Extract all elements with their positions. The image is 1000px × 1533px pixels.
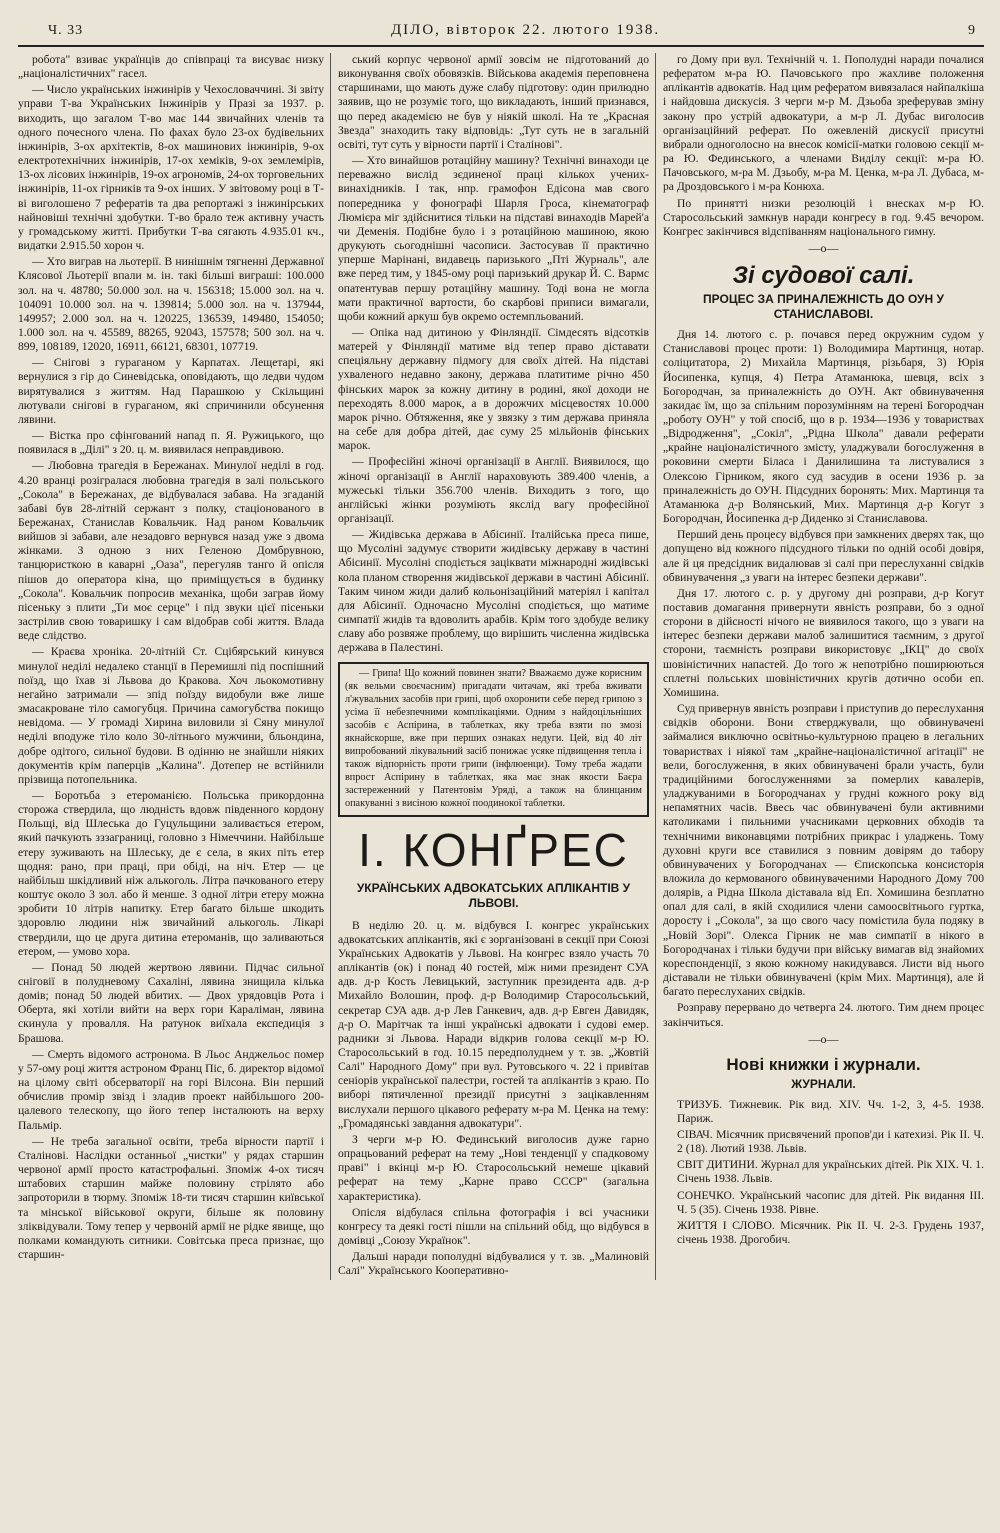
article-paragraph: робота" взиває українців до співпраці та висуває низку „націоналістичних" гасел. [18,53,324,81]
books-caption: ЖУРНАЛИ. [791,1076,856,1091]
column-2 [338,53,656,1280]
article-paragraph: — Любовна трагедія в Бережанах. Минулої неділі в год. 4.20 вранці розігралася любовна трагедія в залі польського „Сокола" в Бережанах, де відбувалася забава. На згаданій забаві був 28-літній сержант з полку, стаціонованого в Бережанах, Станислав Ковальчик. Над раном Ковальчик вийшов зі забави, але незадовго вернувся назад уже з двома жінками. З одною з них Геленою Домбрувною, танцюристкою в каварні „Оаза", перегуляв танго й опісля пішов до оператора кіна, що приміщується в будинку „Сокола". Ковальчик попросив механіка, щоби заграв йому пісеньку з плити „Ти моє серце" і під звуки цієї пісеньки застрілив свою товаришку і сам відобрав собі життя. Влада веде слідство. [18,459,324,643]
masthead-date: ДІЛО, вівторок 22. лютого 1938. [390,22,661,38]
court-caption: ПРОЦЕС ЗА ПРИНАЛЕЖНІСТЬ ДО ОУН У СТАНИСЛАВОВІ. [703,292,944,322]
page-number: 9 [967,23,976,38]
page-header [18,22,984,47]
article-paragraph: — Професійні жіночі організації в Англії. Виявилося, що жіночі організації в Англії нараховують 389.400 членів, а мужеські тільки 356.700 членів. Виходить з того, що англійські жінки розуміють якслід вагу професійної організації. [338,455,649,525]
article-paragraph: — Понад 50 людей жертвою лявини. Підчас сильної сніговії в полудневому Сахаліні, лявина знищила кілька домів; понад 50 людей вбитих. — Двох урядовців Рота і Оберта, які хотіли вийти на верх гори Караліман, лявина скинула у провалля. На ратунок виїхала експедиція з Брашова. [18,960,324,1045]
article-paragraph: Опісля відбулася спільна фотографія і всі учасники конгресу та деякі гості пішли на спільний обід, що відбувся в домівці „Союзу Українок". [338,1205,649,1247]
article-paragraph: — Жидівська держава в Абісинії. Італійська преса пише, що Мусоліні задумує створити жидівську державу в частині Абісинії. Мусоліні сподіється заціквати міжнародні жидівські кола планом створення жидівської держави в частині Абісинії. Таким чином жиди далиб кольонізаційний матеріял і капітал для Абісинії. Одночасно Мусоліні сподіється, що матиме симпатії жидів та вдоволить арабів. Крім того здобуде велику славу або розвяже проблему, що вирішить численна жидівська держава в Палестині. [338,528,649,655]
section-separator: —o— [808,241,839,256]
list-item: СВІТ ДИТИНИ. Журнал для українських дітей. Рік XIX. Ч. 1. Січень 1938. Львів. [677,1158,984,1186]
article-paragraph: — Не треба загальної освіти, треба вірности партії і Сталінові. Наслідки останньої „чистки" у рядах старшин червоної армії просто катастрофальні. Зпоміж 4-ох тисяч штабових старшин майже половину стрілято або запроторили в тюрму. Зпоміж 18-ти тисяч старшин київської та мінської військової округи, більше як половину зліквідували. Тому тепер у червоній армії не рідке явище, що полками командують ситники. Совітська преса признає, що старшин- [18,1134,324,1261]
article-paragraph: — Снігові з гураганом у Карпатах. Лещетарі, які вернулися з гір до Синевідська, оповідають, що ледви чудом вирятувалися з життям. Над Парашкою у Скільщині лютували снігові в гураганом, які спричинили обсунення лявини. [18,356,324,426]
congress-title: I. КОНҐРЕС [358,823,629,876]
section-separator: —o— [808,1031,839,1046]
article-paragraph: — Краєва хроніка. 20-літній Ст. Сцібярський кинувся минулої неділі недалеко станції в Перемишлі під поспішний поїзд, що їхав зі Львова до Кракова. Хоч льокомотивну негайно затримали — зпід поїзду видобули вже лише змасакроване тіло самогубця. Причина самогубства покищо невідома. — У громаді Хирина виловили зі Сяну минулої неділі вподуже тіло коло 30-літнього мужчини, бльондина, добре одітого, сильної будови. В одінню не знайшли ніяких документів крім паперців „Калина". Дотепер не встійнили прізвища потопельника. [18,645,324,786]
article-paragraph: — Число українських інжинірів у Чехословаччині. Зі звіту управи Т-ва Українських Інжинірів у Празі за 1937. р. виходить, що загалом Т-во має 144 звичайних членів та одного почесного члена. По фахах було 23-ох будівельних інжинірів, 3-ох архітектів, 8-ох машинових інжинірів, 9-ох електротехнічних інжинірів, 17-ох хеміків, 9-ох землемірів, 13-ох лісових інжинірів, 19-ох агрономів, 24-ох торговельних інжинірів, 11-ох гірників та 9-ох інших. У звітовому році в Т-ві виголошено 7 рефератів та два репортажі з інжинірських найновіші технічні здобутки. Т-во брало теж активну участь у громадському житті. Прибутки Т-ва сягають 4.935.01 кч., видатки 2.915.50 хорон ч. [18,83,324,253]
article-paragraph: — Хто винайшов ротаційну машину? Технічні винаходи це переважно вислід зєдиненої праці кількох учених-винахідників. І так, нпр. грамофон Едісона мав свого попередника у фонографі Шарля Гроса, кінематограф Люмієра міг здійснитися тільки на підставі винаходів Марей'а чи Деменія. Подібне було і з ротаційною машиною, якою друкують сьогоднішні часописи. Застосував її практично уперше Марінані, видавець паризького „Пті Журналь", але вже перед тим, у 1845-ому році паризький друкар Й. С. Вармс опатентував першу ротаційну машину. Тоді вона не могла мати практичної вартости, бо скарбові приписи вимагали, щоби кожний аркуш був окремо остемпльований. [338,154,649,323]
columns [18,53,984,1280]
article-paragraph: Дальші наради пополудні відбувалися у т. зв. „Малиновій Салі" Українського Кооперативно- [338,1250,649,1278]
issue-number: Ч. 33 [48,23,84,38]
article-paragraph: — Вістка про сфінґований напад п. Я. Ружицького, що появилася в „Ділі" з 20. ц. м. виявилася неправдивою. [18,429,324,457]
article-paragraph: го Дому при вул. Технічній ч. 1. Пополудні наради почалися рефератом м-ра Ю. Пачовського про жахливе положення аплікантів адвокатів. Над цим рефератом вивязалася найпалкіша і найдовша дискусія. З черги м-р М. Дзьоба зреферував зміну закону про устрій адвокатури, а м-р Л. Дубас виголосив організаційний реферат. По ожевленій дискусії присутні вибрали одноголосно на внесок комісії-матки головою секції м-ра Ю. Фединського, а членами Виділу секції: м-ра Ю. Пачовського, м-ра М. Дзьобу, м-ра М. Ценка, м-ра Л. Дубаса, м-ра Дроздовського і м-ра Конюха. [663,53,984,194]
article-paragraph: По принятті низки резолюцій і внесках м-р Ю. Старосольський замкнув наради конгресу в год. 9.45 вечором. Конгрес закінчився відспіванням національного гимну. [663,196,984,238]
column-1 [18,53,331,1280]
court-section-title: Зі судової салі. [732,262,915,290]
article-paragraph: — Смерть відомого астронома. В Льос Анджельос помер у 57-ому році життя астроном Франц Піс, б. директор відомої на цілому світі обсерваторії на горі Вілсона. Він перший обчислив промір звізд і зладив проект найбільшого 200-цалевого телескопу, що його тепер інсталюють на верху Пальмір. [18,1047,324,1132]
congress-subtitle: УКРАЇНСЬКИХ АДВОКАТСЬКИХ АПЛІКАНТІВ У ЛЬВОВІ. [356,880,631,910]
advertisement-text: — Грипа! Що кожний повинен знати? Вважаємо дуже корисним (як вельми своєчасним) пригадати читачам, які треба вживати л'жувальних засобів при грипі, щоб охоронити себе перед грипою з усіма її небезпечними комплікаціями. Одним з найдоцільніших засобів є Аспірина, в таблетках, яку треба взяти по змозі якнайскорше, вже при перших ознаках недуги. Цей, від 40 літ випробований лікувальний засіб понижає усяке підвищення тепла і також відпорність проти грипи (інфлюенци). Тому треба жадати впрост Аспірину в таблетках, яка має знак якости Баєра застереженний у Патентовім Уряді, а також на блинцаним опакуванні з висіною кожної поодинокої таблетки. [345,667,642,809]
article-paragraph: — Хто виграв на льотерії. В нинішнім тягненні Державної Клясової Льотерії впали м. ін. такі більші виграші: 100.000 зол. на ч. 48780; 50.000 зол. на ч. 156318; 15.000 зол. на ч. 104091 10.000 зол. на ч. 139814; 5.000 зол. на ч. 137944, 149957; 2.000 зол. на ч. 120225, 136539, 149480, 154050; 1.000 зол. на ч. 45589, 88265, 92043, 157578; 500 зол. на ч. 899, 108189, 12020, 16911, 66121, 68301, 107719. [18,255,324,354]
article-paragraph: Дня 17. лютого с. р. у другому дні розправи, д-р Когут поставив домагання привернути явність розправи, бо з одної сторони в дійсності нічого не виявилося такого, що з уваги на інтерес безпеки держави малоб залишитися таємним, з другої сторони, таємність розправи використовує „ІКЦ" до своїх шовіністичних напастей. До того ж непотрібно поширюються сплетні польських шовіністичних кругів дотично особи еп. Хомишина. [663,586,984,699]
column-3 [663,53,984,1280]
article-paragraph: — Опіка над дитиною у Фінляндії. Сімдесять відсотків матерей у Фінляндії матиме від тепер право діставати спеціяльну державну підмогу для своїх дітей. На підставі ухваленого недавно закону, держава платитиме річно 450 фінських марок за кожну дитину в родині, якої доходи не переходять 8.000 марок, а в дорожчих місцевостях 10.000 марок річно. Обтяження, яке у звязку з тим держава приняла на себе для добра дітей, дає суму 25 мільйонів фінських марок. [338,325,649,453]
article-paragraph: З черги м-р Ю. Фединський виголосив дуже гарно опрацьований реферат на тему „Нові тенденції у спадковому праві" і вкінці м-р Ю. Старосольський немеше цікавий реферат на тему „Карне право СССР" (загальна характеристика). [338,1132,649,1203]
article-paragraph: Перший день процесу відбувся при замкнених дверях так, що допущено від кожного підсудного тільки по одній особі довіря, але й ця предсідник видалював зі салі при переслуханні свідків обвинувачення „з уваги на інтерес безпеки держави". [663,528,984,584]
article-paragraph: Суд привернув явність розправи і приступив до переслухання свідків оборони. Вони стверджували, що обвинувачені займалися виключно освітньо-культурною працею в легальних товариствах і ніякої там „крайне-націоналістичної агітації" не вели, богослуження, в яких обвинувачені брали участь, були традиційними богослуженнями за померлих кавалерів, уладжуваними в Богородчанах у грудні кожного року від непамятних часів. Ввесь час обвинувачені були активними католиками і пильними учасниками церковних обходів та технічними виконавцями потрібних прикрас і уладжень. Тому духовні круги все ставилися з повним довірям до табору обвинувачених у Богородчанах — Єпископська консисторія вложила до кермованого обвинуваченими Народного Дому 700 долярів, а Рідна Школа діставала від Еп. Хомишина безплатно опал для салі, в якій сходилися члени самоосвітнього гуртка, доросту і „Сокола", за що свого часу помістила була подяку в „Новій Зорі". Олекса Гірник не мав симпатії в нікого в Богородчанах і тільки будучи при війську вимагав від знайомих кореспонденції, з якою кожному накидувався. Листи від нього діставали не тільки обвинувачені (крім Мих. Мартинця), але й багато переслуханих свідків. [663,702,984,999]
list-item: СОНЕЧКО. Український часопис для дітей. Рік видання III. Ч. 5 (35). Січень 1938. Рівне. [677,1188,984,1216]
list-item: ТРИЗУБ. Тижневик. Рік вид. XIV. Чч. 1-2, 3, 4-5. 1938. Париж. [677,1097,984,1125]
list-item: СІВАЧ. Місячник присвячений пропов'ди і катехизі. Рік II. Ч. 2 (18). Лютий 1938. Львів. [677,1128,984,1156]
article-paragraph: ський корпус червоної армії зовсім не підготований до виконування своїх обовязків. Військова академія переповнена старшинами, що мають дуже слабу підготову: один прилюдно заявив, що не розуміє того, що викладають, інший признався, що перед академією не був у ніякій школі. На те „Красная Звезда" знаходить таку відповідь: „Тут суть не в загальній освіті, тут суть у вірности партії і Сталінові". [338,53,649,151]
article-paragraph: Дня 14. лютого с. р. почався перед окружним судом у Станиславові процес проти: 1) Володимира Мартинця, нотар. соліцитатора, 2) Михайла Мартинця, різьбаря, 3) Юрія Йосипенка, купця, 4) Петра Атаманюка, шевця, всіх з Богородчан, за приналежність до ОУН. Акт обвинувачення закидає їм, що за спільним порозумінням на терені Богородчан „роботу ОУН" у той спосіб, що в р. 1934—1936 у товариствах „Відродження", „Сокіл", „Рідна Школа" давали реферати „крайне націоналістичного змісту, уладжували богослуження в роковини смерти Біласа і Данилишина та листувалися з Олексою Гірником, якого суд засудив в осени 1936 р. за приналежність до ОУН. Підсудних боронять: Мих. Мартинця та Атаманюка д-р Волянський, Мих. Мартинця д-р Когут з Богородчан, Йосипенка д-р Диденко зі Станиславова. [663,328,984,526]
article-paragraph: В неділю 20. ц. м. відбувся I. конгрес українських адвокатських аплікантів, які є зорганізовані в секції при Союзі Українських Адвокатів у Львові. На конгрес взяло участь 70 аплікантів (ок) і понад 40 гостей, між ними президент СУА адв. д-р Кость Левицький, заступник президента адв. д-р Михайло Волошин, проф. д-р Володимир Старосольський, секретар СУА адв. д-р Лев Ганкевич, адв. д-р Евген Давидяк, д-р О. Марітчак та інші українські адвокати і судові емер. радники зі Львова. Наради відкрив голова секції м-р Ю. Старосольський в год. 10.15 передполуднем у т. зв. „Жовтій Салі" Народного Дому" при вул. Рутовського ч. 22 і привітав сеніорів української палестри, гостей та аплікантів з краю. По виборі пятичленної президії присутні з зацікавленням вислухали першого цікавого реферату м-ра М. Ценка на тему: „Громадянські завдання адвокатури". [338,918,649,1130]
article-paragraph: Розправу перервано до четверга 24. лютого. Тим днем процес закінчиться. [663,1001,984,1029]
advertisement-box [338,662,649,817]
list-item: ЖИТТЯ І СЛОВО. Місячник. Рік II. Ч. 2-3. Грудень 1937, січень 1938. Дрогобич. [677,1218,984,1247]
article-paragraph: — Боротьба з етероманією. Польська прикордонна сторожа ствердила, що людність вдовж південного кордону Польщі, від Шлеська до Гуцульщини заливається етером, який пачкують зззаграниці, головно з Німеччини. Найбільше етеру зуживають на Шлеську, де є села, в яких піть етер щодня: рано, при праці, при обіді, на ніч. Етер — це найбільш шкідливий ніж алькоголь. Літра пачкованого етеру коштує около 3 зол. або й менше. З одної літри етеру можна зробити 10 літрів напитку. Етер багато більше шкодить здоровлю людини ніж звичайний алькоголь. Лікарі ствердили, що це друга дитина етероманів, що заливаються етером, — умово хора. [18,788,324,958]
journal-list [663,1098,984,1248]
books-section-title: Нові книжки і журнали. [726,1054,921,1074]
